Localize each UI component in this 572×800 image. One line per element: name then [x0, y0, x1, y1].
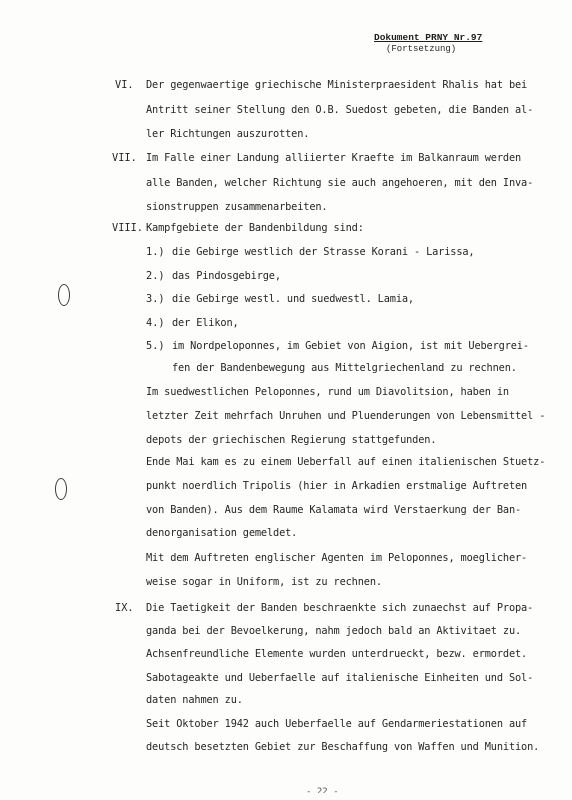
list-item-text: die Gebirge westl. und suedwestl. Lamia, — [172, 293, 414, 305]
section-vi-line: Der gegenwaertige griechische Ministerpraesident Rhalis hat bei — [146, 79, 528, 91]
list-item-number: 5.) — [146, 340, 165, 352]
list-item-number: 3.) — [146, 293, 165, 305]
section-ix-line: daten nahmen zu. — [146, 694, 243, 706]
section-vii-line: alle Banden, welcher Richtung sie auch angehoeren, mit den Inva- — [146, 177, 534, 189]
paragraph-line: depots der griechischen Regierung stattgefunden. — [146, 434, 437, 446]
page-number: - 22 - — [306, 787, 339, 793]
section-number-viii: VIII. — [112, 222, 143, 234]
section-ix-line: Sabotageakte und Ueberfaelle auf italienische Einheiten und Sol- — [146, 672, 534, 684]
paragraph-line: letzter Zeit mehrfach Unruhen und Pluenderungen von Lebensmittel - — [146, 410, 546, 422]
continuation-note: (Fortsetzung) — [386, 44, 457, 54]
punch-hole-top — [58, 284, 70, 306]
paragraph-line: Im suedwestlichen Peloponnes, rund um Diavolitsion, haben in — [146, 386, 509, 398]
paragraph-line: Mit dem Auftreten englischer Agenten im Peloponnes, moeglicher- — [146, 552, 528, 564]
paragraph-line: denorganisation gemeldet. — [146, 527, 298, 539]
document-header — [374, 32, 482, 54]
section-number-vii: VII. — [112, 152, 137, 164]
paragraph-line: von Banden). Aus dem Raume Kalamata wird Verstaerkung der Ban- — [146, 504, 522, 516]
list-item-number: 2.) — [146, 270, 165, 282]
section-number-ix: IX. — [115, 602, 134, 614]
section-vi-line: ler Richtungen auszurotten. — [146, 128, 310, 140]
document-reference: Dokument PRNY Nr.97 — [374, 32, 483, 43]
list-item-text: die Gebirge westlich der Strasse Korani - Larissa, — [172, 246, 475, 258]
section-ix-line: ganda bei der Bevoelkerung, nahm jedoch bald an Aktivitaet zu. — [146, 625, 522, 637]
section-ix-line: deutsch besetzten Gebiet zur Beschaffung von Waffen und Munition. — [146, 741, 540, 753]
list-item-text: im Nordpeloponnes, im Gebiet von Aigion, ist mit Uebergrei- — [172, 340, 529, 352]
list-item-text: das Pindosgebirge, — [172, 270, 281, 282]
list-item-continuation: fen der Bandenbewegung aus Mittelgriechenland zu rechnen. — [172, 362, 517, 374]
list-item-number: 1.) — [146, 246, 165, 258]
list-item-text: der Elikon, — [172, 317, 239, 329]
paragraph-line: Ende Mai kam es zu einem Ueberfall auf einen italienischen Stuetz- — [146, 456, 546, 468]
section-vii-line: Im Falle einer Landung alliierter Kraefte im Balkanraum werden — [146, 152, 522, 164]
section-vii-line: sionstruppen zusammenarbeiten. — [146, 201, 328, 213]
section-ix-line: Seit Oktober 1942 auch Ueberfaelle auf Gendarmeriestationen auf — [146, 718, 528, 730]
list-item-number: 4.) — [146, 317, 165, 329]
section-vi-line: Antritt seiner Stellung den O.B. Suedost gebeten, die Banden al- — [146, 104, 534, 116]
punch-hole-bottom — [55, 478, 67, 500]
section-ix-line: Achsenfreundliche Elemente wurden unterdrueckt, bezw. ermordet. — [146, 648, 528, 660]
section-viii-intro: Kampfgebiete der Bandenbildung sind: — [146, 222, 364, 234]
section-number-vi: VI. — [115, 79, 134, 91]
paragraph-line: weise sogar in Uniform, ist zu rechnen. — [146, 576, 382, 588]
section-ix-line: Die Taetigkeit der Banden beschraenkte sich zunaechst auf Propa- — [146, 602, 534, 614]
paragraph-line: punkt noerdlich Tripolis (hier in Arkadien erstmalige Auftreten — [146, 480, 528, 492]
